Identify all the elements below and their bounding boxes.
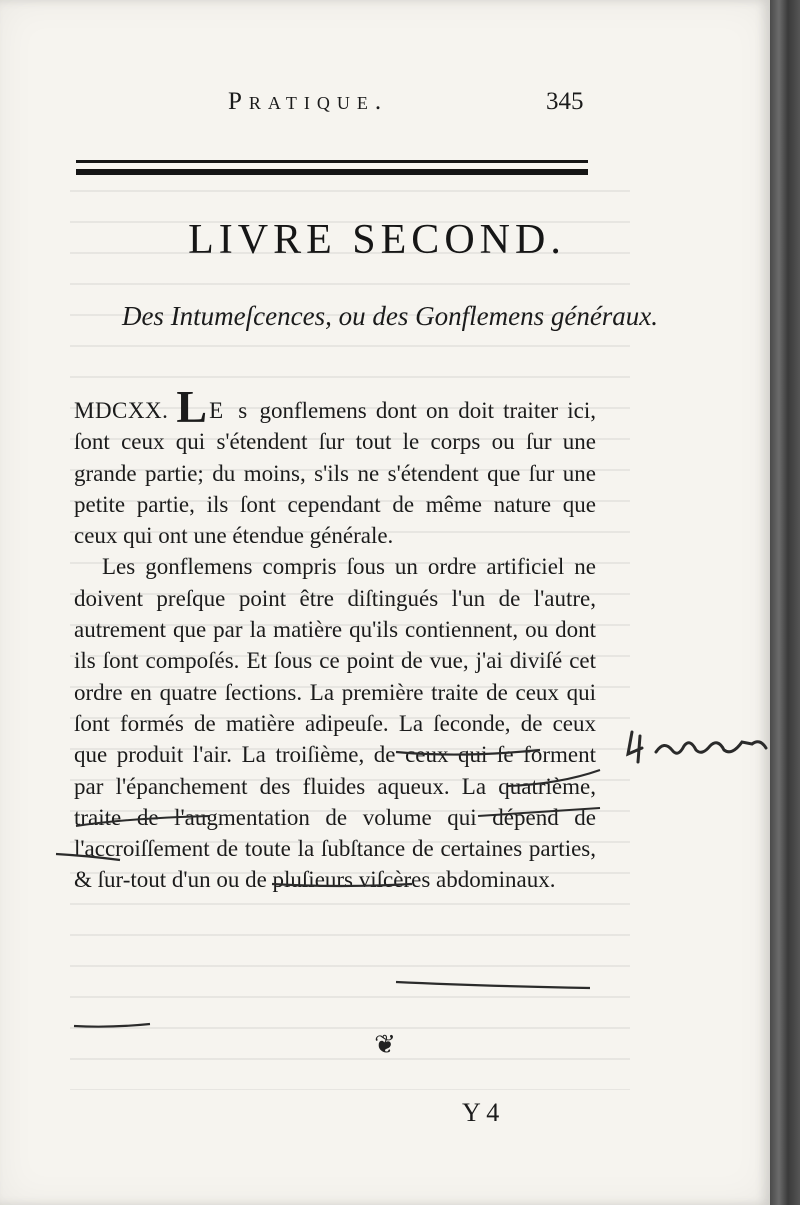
paragraph-2: [74, 551, 596, 895]
lead-word: E s: [209, 398, 251, 423]
body-text: [74, 381, 596, 896]
page-edge-shadow: [770, 0, 800, 1205]
running-title: Pratique.: [228, 88, 389, 115]
book-title: LIVRE SECOND.: [188, 217, 566, 263]
tailpiece-ornament: ❦: [374, 1030, 396, 1060]
drop-initial: L: [176, 381, 208, 432]
page-number: 345: [546, 88, 584, 115]
paragraph-1: [74, 381, 596, 551]
paragraph-1-text: gonflemens dont on doit traiter ici, ſont ceux qui s'étendent ſur tout le corps ou ſur une grande partie; du moins, s'ils ne s'étendent que ſur une petite partie, ils ſont cependant de même nature que ceux qui ont une étendue générale.: [74, 398, 596, 549]
article-number: MDCXX.: [74, 398, 169, 423]
paragraph-2-text: Les gonflemens compris ſous un ordre artificiel ne doivent preſque point être diſtingués l'un de l'autre, autrement que par la matière qu'ils contiennent, ou dont ils ſont compoſés. Et ſous ce point de vue, j'ai diviſé cet ordre en quatre ſections. La première traite de ceux qui ſont formés de matière adipeuſe. La ſeconde, de ceux que produit l'air. La troiſième, de ceux qui ſe forment par l'épanchement des fluides aqueux. La quatrième, traite de l'augmentation de volume qui dépend de l'accroiſſement de toute la ſubſtance de certaines parties, & ſur-tout d'un ou de pluſieurs viſcères abdominaux.: [74, 554, 596, 893]
header-rule-thick: [76, 169, 588, 175]
handwritten-margin-note: [624, 722, 774, 768]
section-subtitle: Des Intumeſcences, ou des Gonflemens généraux.: [121, 301, 659, 331]
running-head: [0, 88, 770, 124]
header-rule-thin: [76, 160, 588, 163]
signature-mark: Y 4: [462, 1098, 500, 1127]
